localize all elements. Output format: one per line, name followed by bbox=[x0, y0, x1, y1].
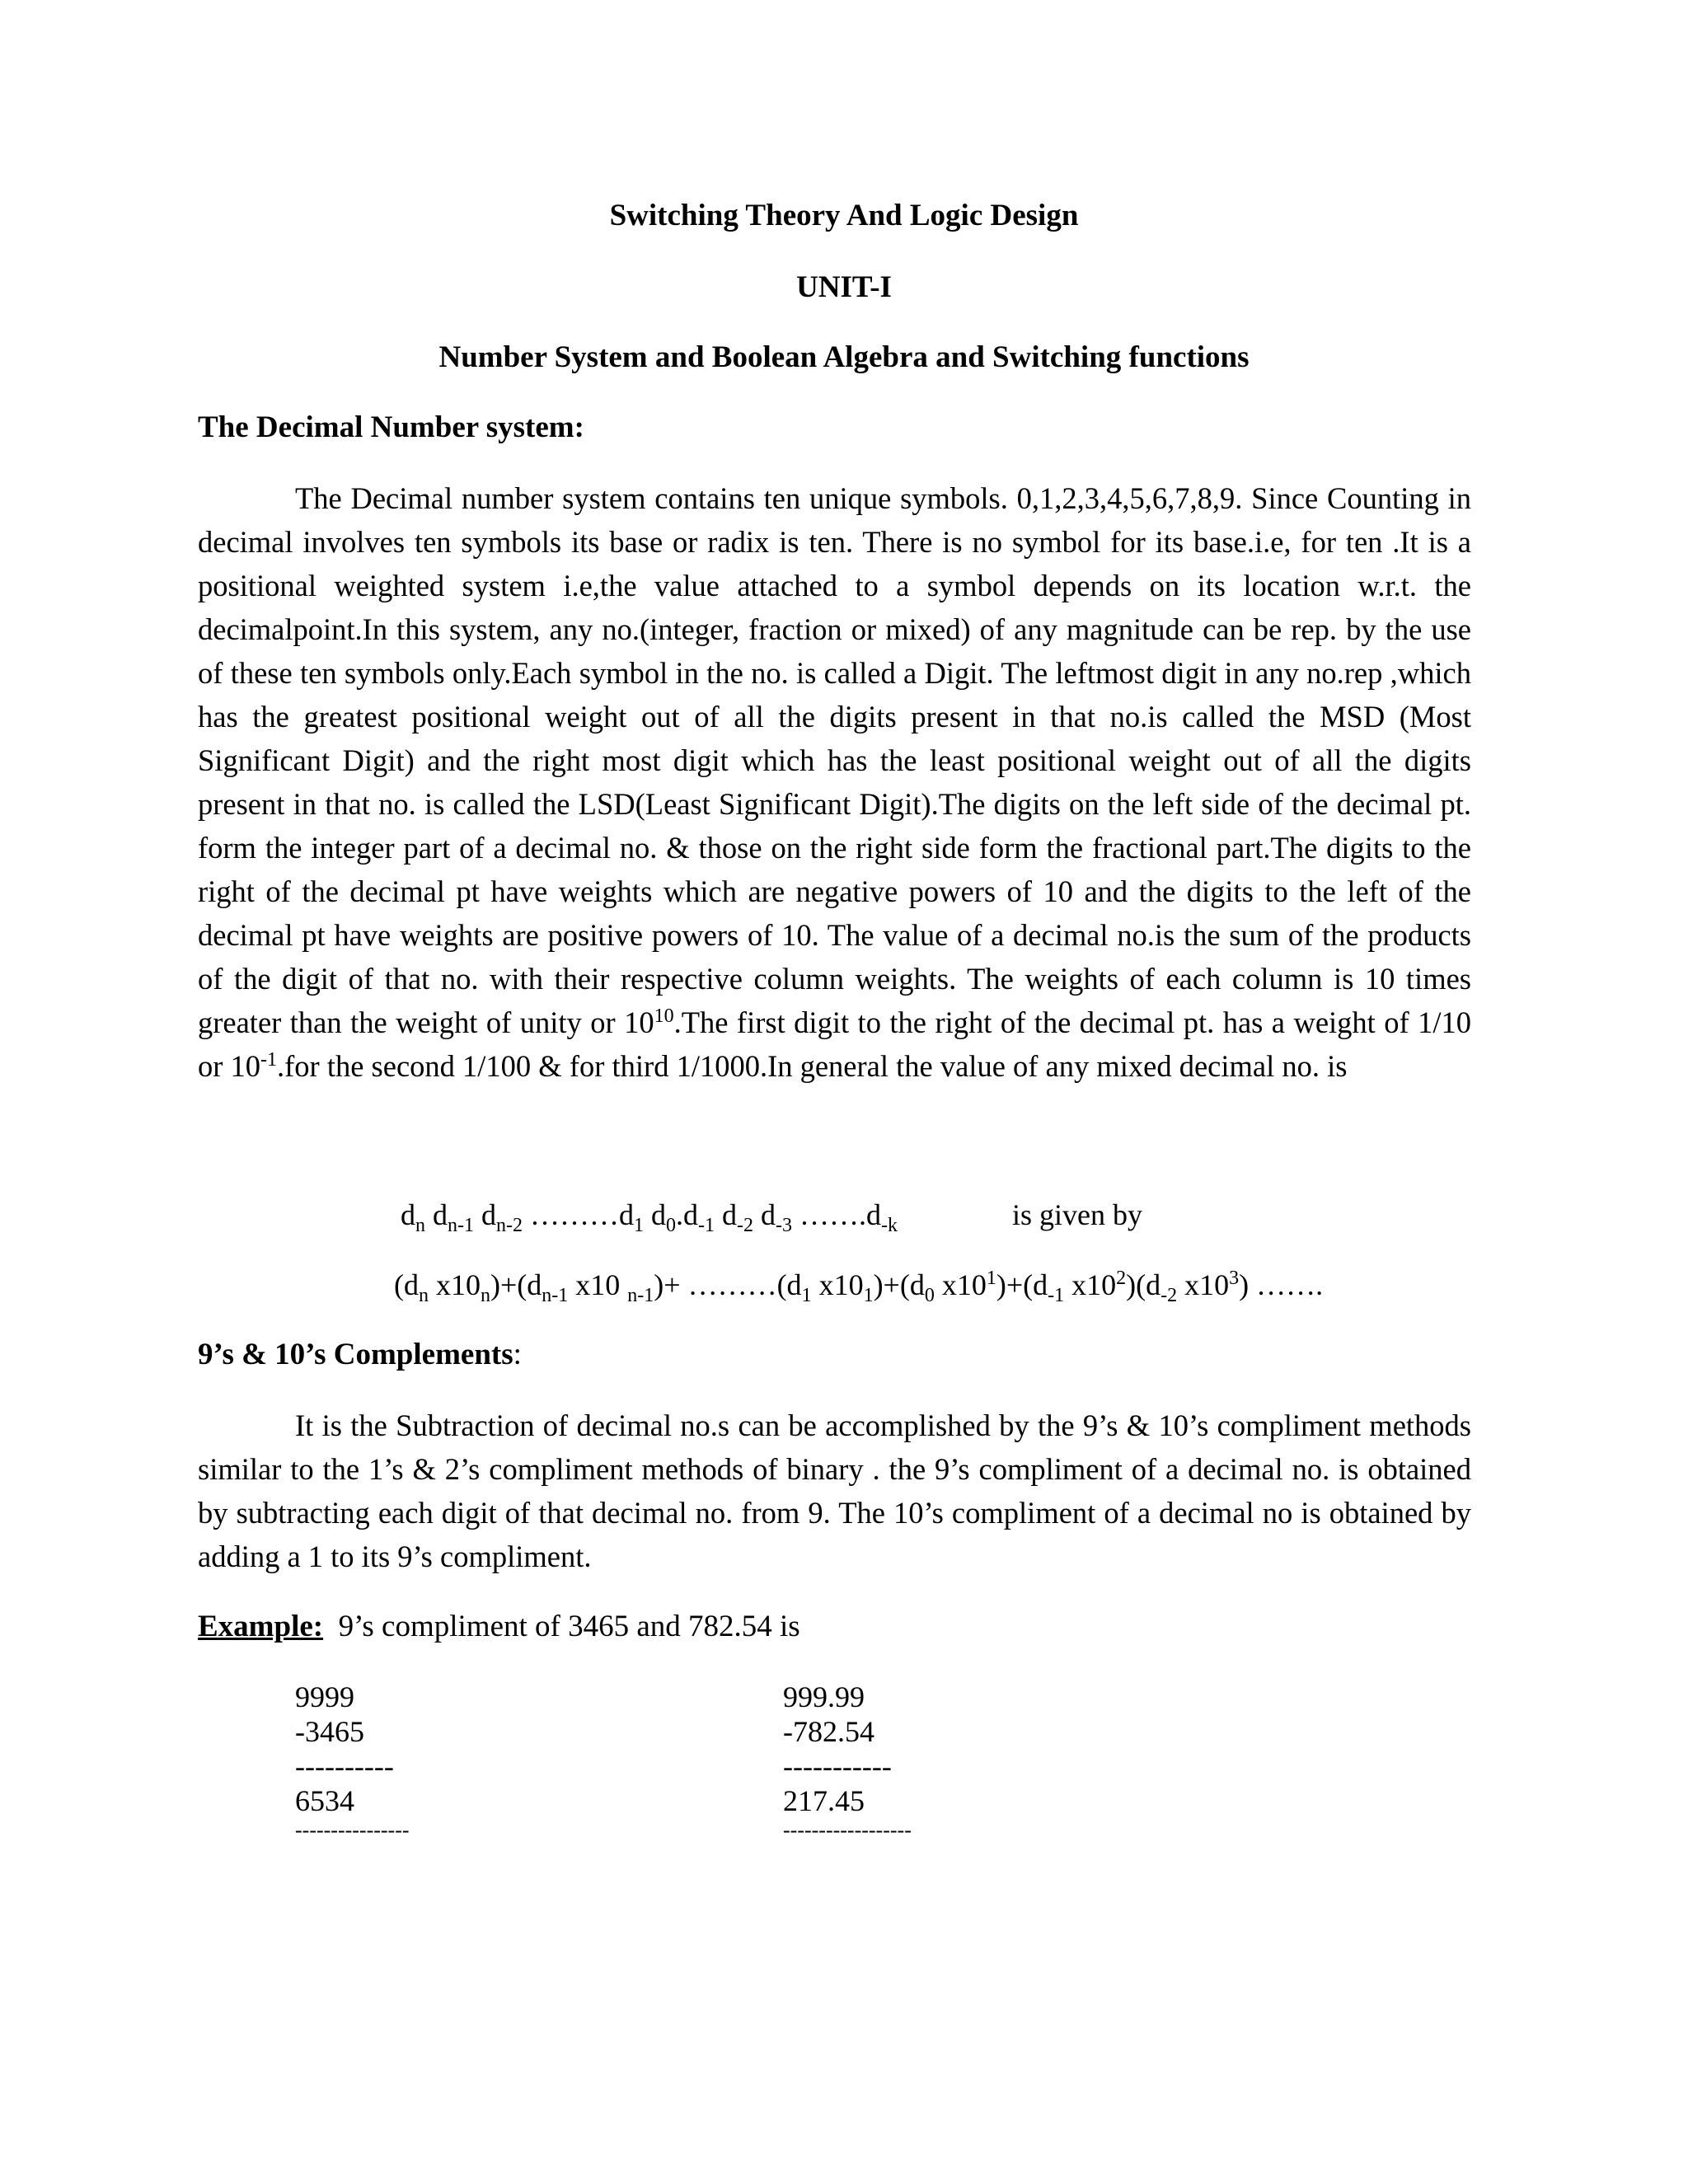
document-title: Switching Theory And Logic Design bbox=[609, 199, 1079, 232]
divider-line: ----------- bbox=[783, 1750, 892, 1783]
example-label: Example: bbox=[198, 1610, 324, 1643]
section-heading-complements: 9’s & 10’s Complements: bbox=[198, 1338, 522, 1371]
example-right-column bbox=[783, 1680, 912, 1843]
example-line: Example: 9’s compliment of 3465 and 782.54 is bbox=[198, 1610, 800, 1643]
expansion-formula: ($d_n$ $x10_n)+(d_{n-1}$ x10 $_{n-1})+ \dots\dots\dots(d_1$ $x10_1)+(d_0$ $x10^1)+(d_{-1}$ $x10^2)(d_{-2}$ $x10^3$) ……. bbox=[394, 1268, 1324, 1307]
document-subtitle: Number System and Boolean Algebra and Switching functions bbox=[438, 340, 1250, 374]
minuend: 9999 bbox=[295, 1680, 354, 1713]
decimal-paragraph: The Decimal number system contains ten unique symbols. 0,1,2,3,4,5,6,7,8,9. Since Counting in decimal involves ten symbols its base or radix is ten. There is no symbol for its base.i.e, for ten .It is a positional weighted system i.e,the value attached to a symbol depends on its location w.r.t. the decimalpoint.In this system, any no.(integer, fraction or mixed) of any magnitude can be rep. by the use of these ten symbols only.Each symbol in the no. is called a Digit. The leftmost digit in any no.rep ,which has the greatest positional weight out of all the digits present in that no.is called the MSD (Most Significant Digit) and the right most digit which has the least positional weight out of all the digits present in that no. is called the LSD(Least Significant Digit).The digits on the left side of the decimal pt. form the integer part of a decimal no. & those on the right side form the fractional part.The digits to the right of the decimal pt have weights which are negative powers of 10 and the digits to the left of the decimal pt have weights are positive powers of 10. The value of a decimal no.is the sum of the products of the digit of that no. with their respective column weights. The weights of each column is 10 times greater than the weight of unity or $10^{10}.The$ first digit to the right of the decimal pt. has a weight of 1/10 or $10^{-1}.for$ the second 1/100 & for third 1/1000.In general the value of any mixed decimal no. is bbox=[198, 481, 1471, 1083]
superscript: -1 bbox=[260, 1048, 278, 1071]
example-left-column bbox=[295, 1680, 410, 1843]
digit-sequence-formula: $d_n$ $d_{n-1}$ $d_{n-2}$ $\dots\dots\dots d_1$ $d_0.d_{-1}$ $d_{-2}$ $d_{-3}$ $\dots\dots.d_{-k}$ bbox=[401, 1198, 898, 1237]
is-given-by-label: is given by bbox=[1012, 1198, 1142, 1231]
superscript: 10 bbox=[654, 1005, 674, 1027]
result: 6534 bbox=[295, 1784, 354, 1817]
minuend: 999.99 bbox=[783, 1680, 865, 1713]
divider-line: ---------- bbox=[295, 1750, 394, 1783]
unit-label: UNIT-I bbox=[796, 270, 892, 304]
complements-paragraph: It is the Subtraction of decimal no.s can be accomplished by the 9’s & 10’s compliment methods similar to the 1’s & 2’s compliment methods of binary . the 9’s compliment of a decimal no. is obtained by subtracting each digit of that decimal no. from 9. The 10’s compliment of a decimal no is obtained by adding a 1 to its 9’s compliment. bbox=[198, 1408, 1471, 1573]
result: 217.45 bbox=[783, 1784, 865, 1817]
section-heading-decimal: The Decimal Number system: bbox=[198, 410, 584, 444]
divider-line: ------------------ bbox=[783, 1818, 912, 1842]
subtrahend: -782.54 bbox=[783, 1715, 874, 1748]
divider-line: ---------------- bbox=[295, 1818, 410, 1842]
subtrahend: -3465 bbox=[295, 1715, 364, 1748]
